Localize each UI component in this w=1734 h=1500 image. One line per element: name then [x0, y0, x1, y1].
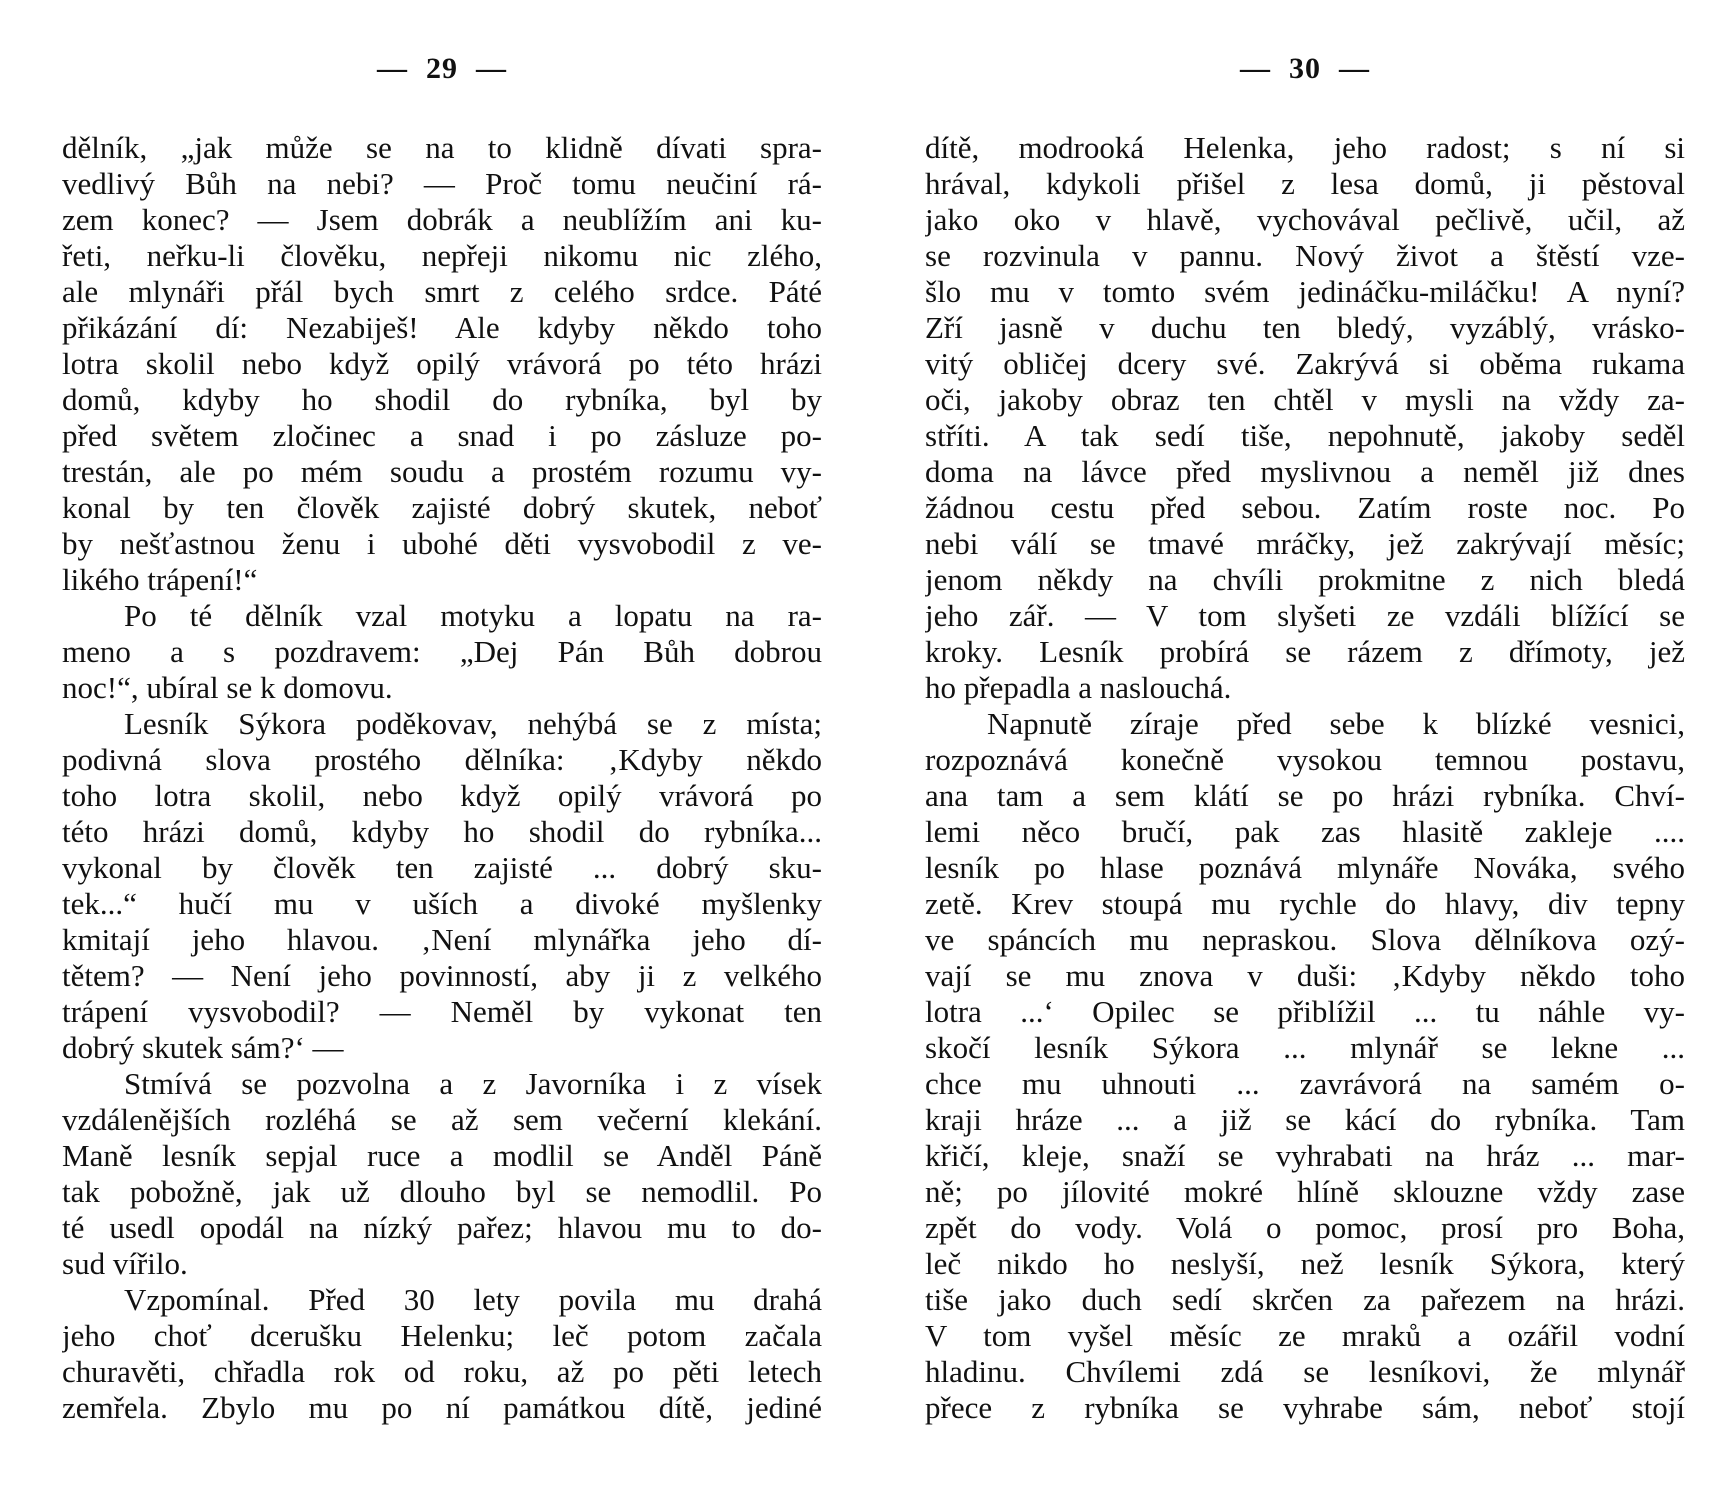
page-number-value: 29 — [426, 52, 458, 85]
page-number: — 29 — — [377, 52, 507, 85]
page-number: — 30 — — [1240, 52, 1370, 85]
page-number-value: 30 — [1289, 52, 1321, 85]
text-line: lotra skolil nebo když opilý vrávorá po této hrázi — [62, 346, 822, 381]
text-line: dobrý skutek sám?‘ — — [62, 1030, 344, 1065]
text-line: nebi válí se tmavé mráčky, jež zakrývají měsíc; — [925, 526, 1685, 561]
text-line: přece z rybníka se vyhrabe sám, neboť stojí — [925, 1390, 1685, 1425]
text-line: ně; po jílovité mokré hlíně sklouzne vždy zase — [925, 1174, 1685, 1209]
text-line: vykonal by člověk ten zajisté ... dobrý sku- — [62, 850, 822, 885]
text-line: vzdálenějších rozléhá se až sem večerní klekání. — [62, 1102, 822, 1137]
text-line: Maně lesník sepjal ruce a modlil se Anděl Páně — [62, 1138, 822, 1173]
text-line: trestán, ale po mém soudu a prostém rozumu vy- — [62, 454, 822, 489]
text-line: tak pobožně, jak už dlouho byl se nemodlil. Po — [62, 1174, 822, 1209]
text-line: přikázání dí: Nezabiješ! Ale kdyby někdo toho — [62, 310, 822, 345]
text-line: hrával, kdykoli přišel z lesa domů, ji pěstoval — [925, 166, 1685, 201]
text-line: hladinu. Chvílemi zdá se lesníkovi, že mlynář — [925, 1354, 1685, 1389]
text-line: křičí, kleje, snaží se vyhrabati na hráz ... mar- — [925, 1138, 1685, 1173]
text-line: jeho zář. — V tom slyšeti ze vzdáli blížící se — [925, 598, 1685, 633]
text-line: zem konec? — Jsem dobrák a neublížím ani ku- — [62, 202, 822, 237]
text-line: oči, jakoby obraz ten chtěl v mysli na vždy za- — [925, 382, 1685, 417]
text-line: jeho choť dcerušku Helenku; leč potom začala — [62, 1318, 822, 1353]
text-line: se rozvinula v pannu. Nový život a štěstí vze- — [925, 238, 1685, 273]
text-line: šlo mu v tomto svém jedináčku-miláčku! A nyní? — [925, 274, 1685, 309]
text-line: toho lotra skolil, nebo když opilý vrávorá po — [62, 778, 822, 813]
text-line: V tom vyšel měsíc ze mraků a ozářil vodní — [925, 1318, 1685, 1353]
text-line: lesník po hlase poznává mlynáře Nováka, svého — [925, 850, 1685, 885]
text-line: domů, kdyby ho shodil do rybníka, byl by — [62, 382, 822, 417]
text-line: vitý obličej dcery své. Zakrývá si oběma rukama — [925, 346, 1685, 381]
text-line: konal by ten člověk zajisté dobrý skutek, neboť — [62, 490, 822, 525]
text-line: noc!“, ubíral se k domovu. — [62, 670, 393, 705]
page-text — [62, 130, 822, 1426]
text-line: sud vířilo. — [62, 1246, 188, 1281]
text-line: rozpoznává konečně vysokou temnou postavu, — [925, 742, 1685, 777]
text-line: Napnutě zíraje před sebe k blízké vesnici, — [987, 706, 1685, 741]
text-line: doma na lávce před myslivnou a neměl již dnes — [925, 454, 1685, 489]
text-line: Lesník Sýkora poděkovav, nehýbá se z místa; — [124, 706, 822, 741]
text-line: tětem? — Není jeho povinností, aby ji z velkého — [62, 958, 822, 993]
text-line: zemřela. Zbylo mu po ní památkou dítě, jediné — [62, 1390, 822, 1425]
text-line: dělník, „jak může se na to klidně dívati spra- — [62, 130, 822, 165]
text-line: jenom někdy na chvíli prokmitne z nich bledá — [925, 562, 1685, 597]
text-line: tek...“ hučí mu v uších a divoké myšlenky — [62, 886, 822, 921]
text-line: dítě, modrooká Helenka, jeho radost; s ní si — [925, 130, 1685, 165]
text-line: kmitají jeho hlavou. ‚Není mlynářka jeho dí- — [62, 922, 822, 957]
text-line: vají se mu znova v duši: ‚Kdyby někdo toho — [925, 958, 1685, 993]
text-line: ana tam a sem klátí se po hrázi rybníka. Chví- — [925, 778, 1685, 813]
text-line: jako oko v hlavě, vychovával pečlivě, učil, až — [925, 202, 1685, 237]
text-line: zpět do vody. Volá o pomoc, prosí pro Boha, — [925, 1210, 1685, 1245]
text-line: řeti, neřku-li člověku, nepřeji nikomu nic zlého, — [62, 238, 822, 273]
text-line: ale mlynáři přál bych smrt z celého srdce. Páté — [62, 274, 822, 309]
text-line: meno a s pozdravem: „Dej Pán Bůh dobrou — [62, 634, 822, 669]
text-line: chce mu uhnouti ... zavrávorá na samém o- — [925, 1066, 1685, 1101]
text-line: skočí lesník Sýkora ... mlynář se lekne ... — [925, 1030, 1685, 1065]
text-line: Po té dělník vzal motyku a lopatu na ra- — [124, 598, 822, 633]
page-text — [925, 130, 1685, 1426]
text-line: Vzpomínal. Před 30 lety povila mu drahá — [124, 1282, 822, 1317]
text-line: Stmívá se pozvolna a z Javorníka i z vísek — [124, 1066, 822, 1101]
text-line: churavěti, chřadla rok od roku, až po pěti letech — [62, 1354, 822, 1389]
text-line: té usedl opodál na nízký pařez; hlavou mu to do- — [62, 1210, 822, 1245]
left-page — [62, 0, 822, 1500]
text-line: zetě. Krev stoupá mu rychle do hlavy, div tepny — [925, 886, 1685, 921]
text-line: kroky. Lesník probírá se rázem z dřímoty, jež — [925, 634, 1685, 669]
text-line: lotra ...‘ Opilec se přiblížil ... tu náhle vy- — [925, 994, 1685, 1029]
text-line: před světem zločinec a snad i po zásluze po- — [62, 418, 822, 453]
text-line: této hrázi domů, kdyby ho shodil do rybníka... — [62, 814, 822, 849]
text-line: by nešťastnou ženu i ubohé děti vysvobodil z ve- — [62, 526, 822, 561]
text-line: žádnou cestu před sebou. Zatím roste noc. Po — [925, 490, 1685, 525]
text-line: podivná slova prostého dělníka: ‚Kdyby někdo — [62, 742, 822, 777]
text-line: ho přepadla a naslouchá. — [925, 670, 1232, 705]
text-line: likého trápení!“ — [62, 562, 258, 597]
right-page — [925, 0, 1685, 1500]
text-line: leč nikdo ho neslyší, než lesník Sýkora, který — [925, 1246, 1685, 1281]
text-line: lemi něco bručí, pak zas hlasitě zakleje .... — [925, 814, 1685, 849]
text-line: ve spáncích mu nepraskou. Slova dělníkova ozý- — [925, 922, 1685, 957]
text-line: Zří jasně v duchu ten bledý, vyzáblý, vrásko- — [925, 310, 1685, 345]
text-line: trápení vysvobodil? — Neměl by vykonat ten — [62, 994, 822, 1029]
text-line: vedlivý Bůh na nebi? — Proč tomu neučiní rá- — [62, 166, 822, 201]
text-line: stříti. A tak sedí tiše, nepohnutě, jakoby seděl — [925, 418, 1685, 453]
text-line: kraji hráze ... a již se kácí do rybníka. Tam — [925, 1102, 1685, 1137]
text-line: tiše jako duch sedí skrčen za pařezem na hrázi. — [925, 1282, 1685, 1317]
